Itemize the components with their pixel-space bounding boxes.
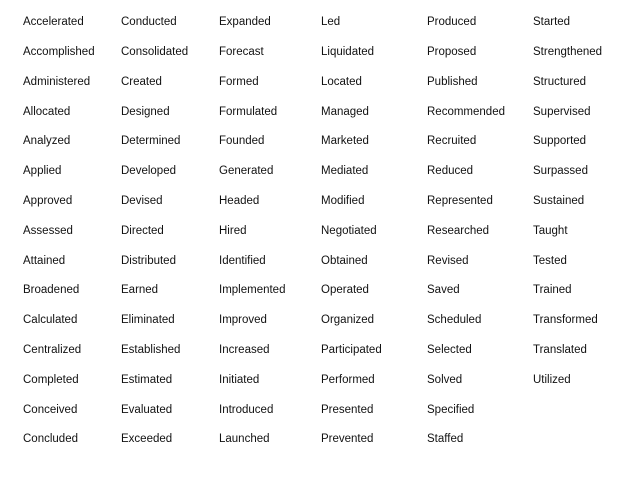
word-cell: Forecast <box>219 45 264 58</box>
word-cell: Transformed <box>533 314 598 327</box>
word-cell: Staffed <box>427 433 464 446</box>
word-cell: Implemented <box>219 284 286 297</box>
table-row <box>23 68 623 98</box>
word-cell: Obtained <box>321 254 368 267</box>
word-cell: Recommended <box>427 105 505 118</box>
word-cell: Consolidated <box>121 45 189 58</box>
word-cell: Hired <box>219 224 247 237</box>
word-cell: Increased <box>219 343 270 356</box>
word-cell: Marketed <box>321 135 369 148</box>
word-cell: Completed <box>23 373 79 386</box>
word-cell: Operated <box>321 284 369 297</box>
word-cell: Concluded <box>23 433 78 446</box>
word-cell: Created <box>121 75 162 88</box>
word-cell: Broadened <box>23 284 80 297</box>
word-cell: Published <box>427 75 478 88</box>
word-cell: Negotiated <box>321 224 377 237</box>
word-cell: Represented <box>427 194 493 207</box>
word-cell: Saved <box>427 284 460 297</box>
word-cell: Attained <box>23 254 66 267</box>
word-cell: Headed <box>219 194 260 207</box>
word-cell: Accelerated <box>23 16 84 29</box>
word-cell: Participated <box>321 343 382 356</box>
table-row <box>23 336 623 366</box>
word-cell: Developed <box>121 165 176 178</box>
word-cell: Formed <box>219 75 259 88</box>
word-cell: Centralized <box>23 343 82 356</box>
word-cell: Translated <box>533 343 587 356</box>
table-row <box>23 217 623 247</box>
action-verb-table <box>23 8 623 455</box>
word-cell: Taught <box>533 224 568 237</box>
word-cell: Presented <box>321 403 374 416</box>
word-cell: Administered <box>23 75 91 88</box>
word-cell: Applied <box>23 165 62 178</box>
word-cell: Selected <box>427 343 472 356</box>
table-row <box>23 395 623 425</box>
word-cell: Established <box>121 343 181 356</box>
word-cell: Scheduled <box>427 314 482 327</box>
word-cell: Supervised <box>533 105 591 118</box>
word-cell: Expanded <box>219 16 271 29</box>
word-cell: Assessed <box>23 224 73 237</box>
word-cell: Supported <box>533 135 587 148</box>
table-row <box>23 157 623 187</box>
word-cell: Evaluated <box>121 403 173 416</box>
word-cell: Generated <box>219 165 274 178</box>
word-cell: Accomplished <box>23 45 95 58</box>
word-cell: Led <box>321 16 341 29</box>
word-cell: Researched <box>427 224 490 237</box>
word-cell: Recruited <box>427 135 477 148</box>
table-row <box>23 8 623 38</box>
table-row <box>23 38 623 68</box>
word-cell <box>533 425 623 455</box>
word-cell: Formulated <box>219 105 278 118</box>
word-cell: Utilized <box>533 373 571 386</box>
word-cell: Eliminated <box>121 314 175 327</box>
word-cell: Solved <box>427 373 463 386</box>
table-row <box>23 127 623 157</box>
word-cell: Calculated <box>23 314 78 327</box>
word-cell: Specified <box>427 403 475 416</box>
word-cell <box>533 395 623 425</box>
word-cell: Distributed <box>121 254 176 267</box>
word-cell: Reduced <box>427 165 474 178</box>
word-cell: Managed <box>321 105 369 118</box>
word-cell: Revised <box>427 254 469 267</box>
word-cell: Allocated <box>23 105 71 118</box>
word-cell: Determined <box>121 135 181 148</box>
word-cell: Approved <box>23 194 73 207</box>
word-cell: Liquidated <box>321 45 375 58</box>
word-cell: Proposed <box>427 45 477 58</box>
word-cell: Strengthened <box>533 45 603 58</box>
table-row <box>23 306 623 336</box>
word-cell: Performed <box>321 373 375 386</box>
action-verb-table-body <box>23 8 623 455</box>
word-cell: Modified <box>321 194 365 207</box>
table-row <box>23 366 623 396</box>
word-cell: Prevented <box>321 433 374 446</box>
table-row <box>23 425 623 455</box>
word-cell: Sustained <box>533 194 585 207</box>
word-cell: Produced <box>427 16 477 29</box>
word-cell: Surpassed <box>533 165 588 178</box>
word-cell: Estimated <box>121 373 173 386</box>
table-row <box>23 97 623 127</box>
word-cell: Tested <box>533 254 567 267</box>
word-cell: Started <box>533 16 571 29</box>
word-cell: Directed <box>121 224 164 237</box>
word-cell: Earned <box>121 284 159 297</box>
table-row <box>23 276 623 306</box>
word-cell: Analyzed <box>23 135 71 148</box>
word-cell: Conceived <box>23 403 78 416</box>
word-cell: Organized <box>321 314 375 327</box>
word-cell: Initiated <box>219 373 260 386</box>
word-cell: Introduced <box>219 403 274 416</box>
word-cell: Mediated <box>321 165 369 178</box>
word-cell: Designed <box>121 105 170 118</box>
table-row <box>23 246 623 276</box>
word-cell: Exceeded <box>121 433 173 446</box>
word-cell: Conducted <box>121 16 177 29</box>
word-cell: Launched <box>219 433 270 446</box>
table-row <box>23 187 623 217</box>
word-cell: Improved <box>219 314 267 327</box>
word-cell: Trained <box>533 284 572 297</box>
word-cell: Located <box>321 75 362 88</box>
word-cell: Founded <box>219 135 265 148</box>
word-cell: Structured <box>533 75 587 88</box>
word-cell: Identified <box>219 254 266 267</box>
word-cell: Devised <box>121 194 163 207</box>
